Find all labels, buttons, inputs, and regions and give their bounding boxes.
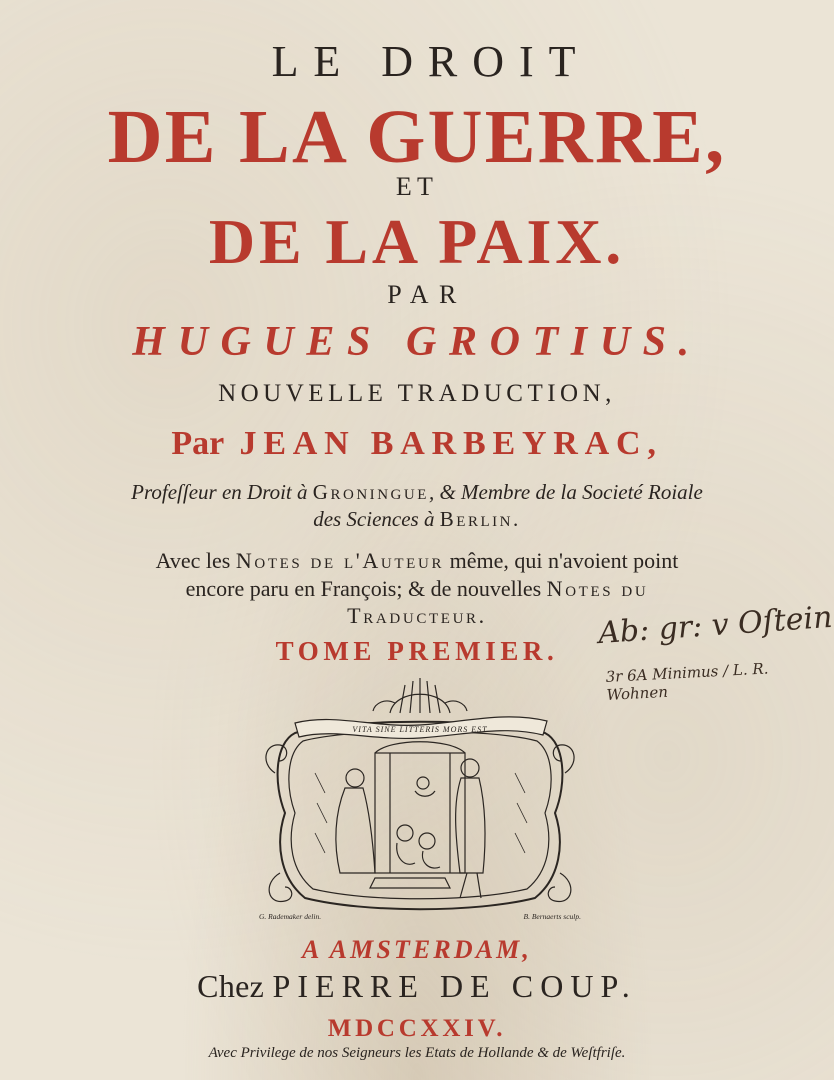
notes-line-2 bbox=[0, 576, 834, 602]
imprint-privilege: Avec Privilege de nos Seigneurs les Etats de Hollande & de Weſtfriſe. bbox=[208, 1045, 626, 1061]
translator-name: JEAN BARBEYRAC, bbox=[239, 425, 663, 462]
imprint-date: MDCCXXIV. bbox=[327, 1015, 507, 1042]
translator-par: Par bbox=[171, 425, 225, 462]
engraved-vignette bbox=[255, 673, 585, 923]
notes-text-a: Avec les bbox=[155, 548, 231, 573]
notes-text-e: Notes du bbox=[546, 576, 649, 601]
title-line-3: ET bbox=[395, 172, 439, 201]
notes-line-3: Traducteur. bbox=[347, 603, 487, 628]
professor-line bbox=[0, 480, 834, 505]
sciences-city-berlin: Berlin. bbox=[439, 507, 521, 531]
notes-text-b: Notes de l'Auteur bbox=[235, 548, 445, 573]
imprint-city: A AMSTERDAM, bbox=[301, 935, 533, 964]
translation-line: NOUVELLE TRADUCTION, bbox=[218, 380, 616, 407]
vignette-credit-left: G. Rademaker delin. bbox=[259, 912, 322, 921]
professor-city-groningen: Groningue bbox=[312, 480, 429, 504]
sciences-text: des Sciences à bbox=[313, 507, 435, 531]
imprint-publisher: PIERRE DE COUP. bbox=[272, 968, 637, 1004]
translator-line bbox=[0, 425, 834, 463]
handwritten-note: 3r 6A Minimus / L. R. Wohnen bbox=[605, 659, 769, 704]
professor-text-c: , & Membre de la Societé Roiale bbox=[428, 480, 703, 504]
vignette-credit-right: B. Bernaerts sculp. bbox=[523, 912, 581, 921]
sciences-line bbox=[0, 507, 834, 532]
notes-text-c: même, qui n'avoient point bbox=[449, 548, 679, 573]
tome-line: TOME PREMIER. bbox=[275, 636, 559, 666]
title-line-2: DE LA GUERRE, bbox=[107, 95, 727, 179]
title-line-4: DE LA PAIX. bbox=[208, 206, 626, 277]
imprint-publisher-line bbox=[0, 968, 834, 1005]
handwritten-signature: Ab: gr: v Oſtein bbox=[597, 599, 834, 652]
title-line-1: LE DROIT bbox=[271, 37, 591, 86]
par-line: PAR bbox=[387, 280, 467, 309]
imprint-chez: Chez bbox=[197, 968, 265, 1004]
author-name: HUGUES GROTIUS. bbox=[132, 319, 702, 365]
notes-line-1 bbox=[0, 548, 834, 574]
vignette-banner-text: VITA SINE LITTERIS MORS EST bbox=[352, 725, 488, 734]
professor-text-a: Profeſſeur en Droit à bbox=[131, 480, 308, 504]
notes-text-d: encore paru en François; & de nouvelles bbox=[185, 576, 542, 601]
